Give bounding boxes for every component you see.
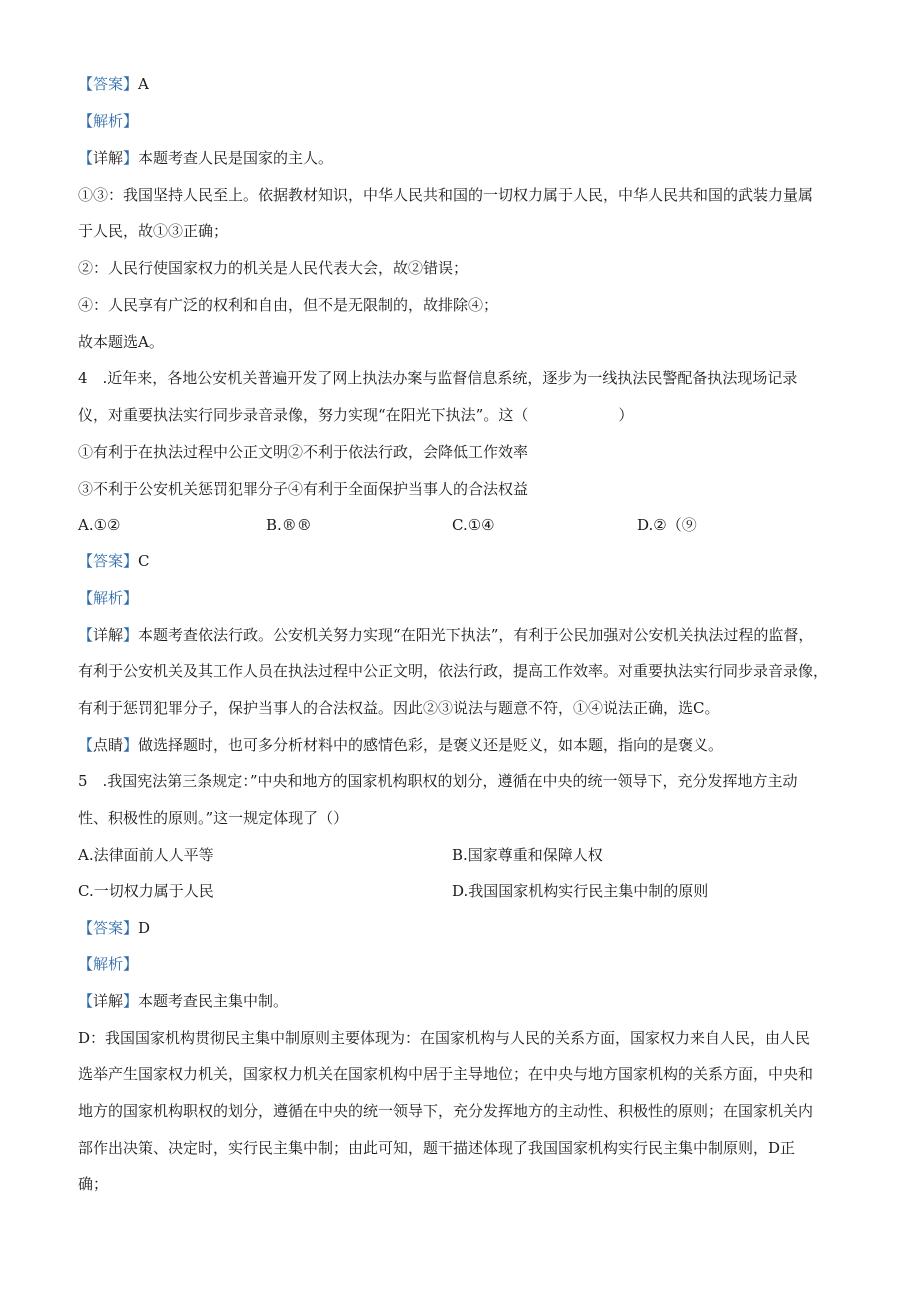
q4-stem-line: 仪，对重要执法实行同步录音录像，努力实现“在阳光下执法”。这（ ） <box>78 406 634 424</box>
answer-value: A <box>138 75 149 93</box>
analysis-label: 解析 <box>93 589 124 607</box>
q4-analysis-line: 【解析】 <box>78 589 139 607</box>
q4-statement-line: ③不利于公安机关惩罚犯罪分子④有利于全面保护当事人的合法权益 <box>78 480 529 498</box>
q4-detail-line: 有利于惩罚犯罪分子，保护当事人的合法权益。因此②③说法与题意不符，①④说法正确，选C。 <box>78 699 720 717</box>
analysis-label: 解析 <box>93 955 124 973</box>
answer-label: 答案 <box>93 919 124 937</box>
q5-paragraph-line: D：我国国家机构贯彻民主集中制原则主要体现为：在国家机构与人民的关系方面，国家权力来自人民，由人民 <box>78 1029 811 1047</box>
q3-detail-line: 【详解】本题考查人民是国家的主人。 <box>78 149 334 167</box>
q3-paragraph-line: ④：人民享有广泛的权利和自由，但不是无限制的，故排除④； <box>78 296 499 314</box>
detail-label: 详解 <box>93 149 124 167</box>
answer-label: 答案 <box>93 552 124 570</box>
q4-option-d: D.②（⑨ <box>637 516 697 534</box>
q4-option-a: A.①② <box>78 516 121 534</box>
q3-paragraph-line: ②：人民行使国家权力的机关是人民代表大会，故②错误； <box>78 259 469 277</box>
q4-detail-line: 【详解】本题考查依法行政。公安机关努力实现“在阳光下执法”，有利于公民加强对公安机关执法过程的监督， <box>78 626 814 644</box>
q3-paragraph-line: ①③：我国坚持人民至上。依据教材知识，中华人民共和国的一切权力属于人民，中华人民共和国的武装力量属 <box>78 186 814 204</box>
analysis-label: 解析 <box>93 112 124 130</box>
q5-answer-line: 【答案】D <box>78 919 151 937</box>
q4-option-c: C.①④ <box>452 516 495 534</box>
q5-paragraph-line: 选举产生国家权力机关，国家权力机关在国家机构中居于主导地位；在中央与地方国家机构的关系方面，中央和 <box>78 1065 814 1083</box>
q4-detail-line: 有利于公安机关及其工作人员在执法过程中公正文明，依法行政，提高工作效率。对重要执法实行同步录音录像， <box>78 662 829 680</box>
q5-stem-line: 5 .我国宪法第三条规定：”中央和地方的国家机构职权的划分，遵循在中央的统一领导下，充分发挥地方主动 <box>78 772 798 790</box>
detail-label: 详解 <box>93 992 124 1010</box>
q4-stem-line: 4 .近年来，各地公安机关普遍开发了网上执法办案与监督信息系统，逐步为一线执法民警配备执法现场记录 <box>78 369 798 387</box>
q3-conclusion-line: 故本题选A。 <box>78 333 164 351</box>
tip-label: 点睛 <box>93 736 124 754</box>
q3-paragraph-line: 于人民，故①③正确； <box>78 222 229 240</box>
detail-text: 本题考查民主集中制。 <box>138 992 289 1010</box>
q5-stem-line: 性、积极性的原则。”这一规定体现了（） <box>78 809 349 827</box>
answer-value: C <box>138 552 150 570</box>
q5-paragraph-line: 部作出决策、决定时，实行民主集中制；由此可知，题干描述体现了我国国家机构实行民主集中制原则，D正 <box>78 1139 796 1157</box>
q5-paragraph-line: 确； <box>78 1175 109 1193</box>
tip-text: 做选择题时，也可多分析材料中的感情色彩，是褒义还是贬义，如本题，指向的是褒义。 <box>138 736 724 754</box>
answer-label: 答案 <box>93 75 124 93</box>
q3-answer-line: 【答案】A <box>78 75 149 93</box>
answer-value: D <box>138 919 151 937</box>
q5-option-c: C.一切权力属于人民 <box>78 882 214 900</box>
q5-paragraph-line: 地方的国家机构职权的划分，遵循在中央的统一领导下，充分发挥地方的主动性、积极性的原则；在国家机关内 <box>78 1102 814 1120</box>
q4-tip-line: 【点睛】做选择题时，也可多分析材料中的感情色彩，是褒义还是贬义，如本题，指向的是褒义。 <box>78 736 724 754</box>
detail-label: 详解 <box>93 626 124 644</box>
detail-text: 本题考查依法行政。公安机关努力实现“在阳光下执法”，有利于公民加强对公安机关执法过程的监督， <box>138 626 814 644</box>
q4-option-b: B.®® <box>266 516 312 534</box>
q5-detail-line: 【详解】本题考查民主集中制。 <box>78 992 289 1010</box>
q4-statement-line: ①有利于在执法过程中公正文明②不利于依法行政，会降低工作效率 <box>78 443 529 461</box>
q5-option-a: A.法律面前人人平等 <box>78 846 214 864</box>
q5-option-d: D.我国国家机构实行民主集中制的原则 <box>452 882 709 900</box>
q4-answer-line: 【答案】C <box>78 552 150 570</box>
q3-analysis-line: 【解析】 <box>78 112 139 130</box>
detail-text: 本题考查人民是国家的主人。 <box>138 149 334 167</box>
q5-analysis-line: 【解析】 <box>78 955 139 973</box>
q5-option-b: B.国家尊重和保障人权 <box>452 846 603 864</box>
